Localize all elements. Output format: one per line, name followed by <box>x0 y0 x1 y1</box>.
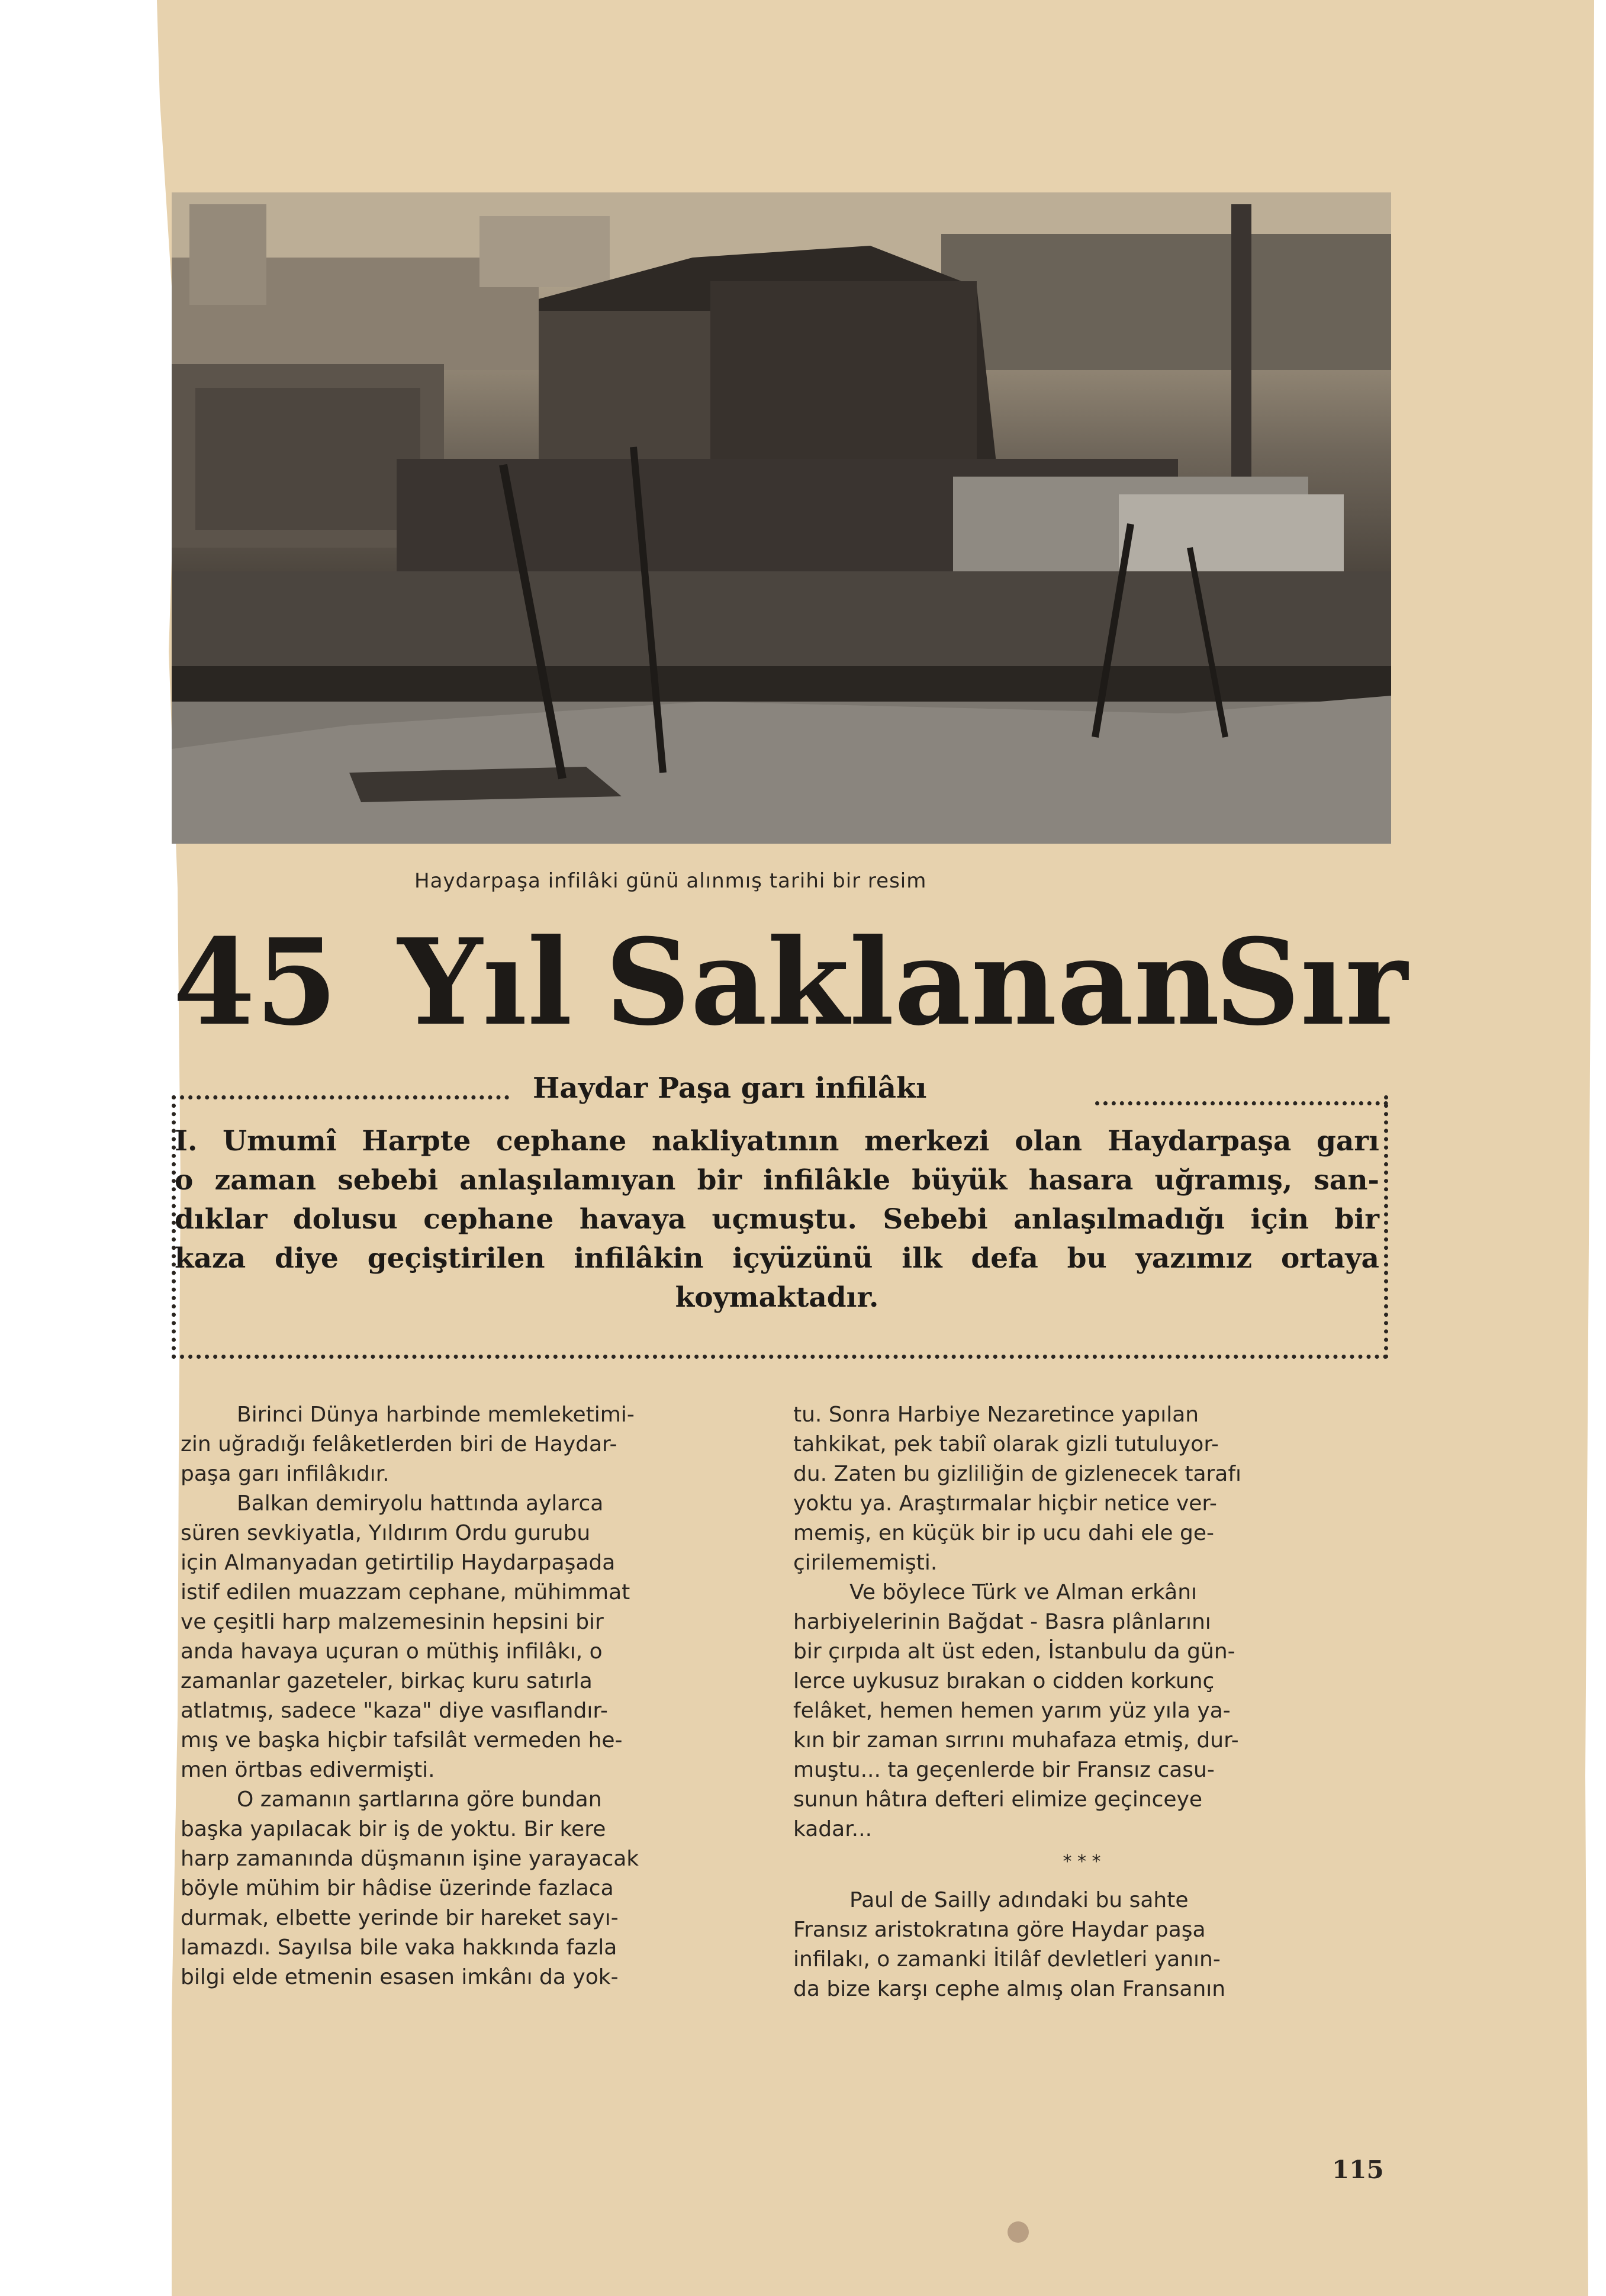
text-line: felâket, hemen hemen yarım yüz yıla ya- <box>793 1699 1231 1723</box>
headline <box>173 912 1408 1054</box>
text-line: anda havaya uçuran o müthiş infilâkı, o <box>181 1639 603 1664</box>
text-line: da bize karşı cephe almış olan Fransanın <box>793 1977 1226 2001</box>
text-line: memiş, en küçük bir ip ucu dahi ele ge- <box>793 1521 1214 1545</box>
text-line: muştu... ta geçenlerde bir Fransız casu- <box>793 1758 1215 1782</box>
summary-last-line: koymaktadır. <box>675 1281 879 1314</box>
text-line: süren sevkiyatla, Yıldırım Ordu gurubu <box>181 1521 591 1545</box>
paper-hole <box>1008 2221 1029 2243</box>
text-line: Birinci Dünya harbinde memleketimi- <box>237 1403 635 1427</box>
photo-caption: Haydarpaşa infilâki günü alınmış tarihi bir resim <box>414 869 927 893</box>
text-line: kadar... <box>793 1817 873 1841</box>
text-line: böyle mühim bir hâdise üzerinde fazlaca <box>181 1876 614 1901</box>
historical-photo <box>172 192 1391 844</box>
summary-line: dıklar dolusu cephane havaya uçmuştu. Sebebi anlaşılmadığı için bir <box>175 1203 1379 1236</box>
text-line: tahkikat, pek tabiî olarak gizli tutuluyor- <box>793 1432 1219 1456</box>
summary-box-text <box>175 1122 1379 1317</box>
text-line: yoktu ya. Araştırmalar hiçbir netice ver- <box>793 1491 1217 1516</box>
headline-word-2: Saklanan <box>605 913 1220 1052</box>
text-line: du. Zaten bu gizliliğin de gizlenecek tarafı <box>793 1462 1242 1486</box>
article-column-right <box>793 1400 1370 2004</box>
text-line: O zamanın şartlarına göre bundan <box>237 1787 602 1812</box>
text-line: paşa garı infilâkıdır. <box>181 1462 390 1486</box>
text-line: tu. Sonra Harbiye Nezaretince yapılan <box>793 1403 1199 1427</box>
text-line: harp zamanında düşmanın işine yarayacak <box>181 1847 639 1871</box>
text-line: Paul de Sailly adındaki bu sahte <box>849 1888 1189 1912</box>
text-line: men örtbas edivermişti. <box>181 1758 435 1782</box>
headline-word-3: Sır <box>1215 913 1408 1052</box>
text-line: ve çeşitli harp malzemesinin hepsini bir <box>181 1610 604 1634</box>
headline-number: 45 <box>173 913 338 1052</box>
summary-line: I. Umumî Harpte cephane nakliyatının merkezi olan Haydarpaşa garı <box>175 1125 1379 1157</box>
text-line: çirilememişti. <box>793 1551 938 1575</box>
page-number: 115 <box>1332 2155 1384 2184</box>
text-line: bilgi elde etmenin esasen imkânı da yok- <box>181 1965 619 1989</box>
text-line: zin uğradığı felâketlerden biri de Haydar- <box>181 1432 617 1456</box>
summary-line: kaza diye geçiştirilen infilâkin içyüzünü ilk defa bu yazımız ortaya <box>175 1242 1379 1275</box>
text-line: istif edilen muazzam cephane, mühimmat <box>181 1580 630 1604</box>
text-line: sunun hâtıra defteri elimize geçinceye <box>793 1787 1203 1812</box>
text-line: başka yapılacak bir iş de yoktu. Bir kere <box>181 1817 606 1841</box>
text-line: Fransız aristokratına göre Haydar paşa <box>793 1918 1206 1942</box>
torn-left-edge <box>0 0 195 2296</box>
text-line: zamanlar gazeteler, birkaç kuru satırla <box>181 1669 593 1693</box>
section-separator: * * * <box>1063 1851 1101 1872</box>
photo-illustration <box>172 192 1391 844</box>
text-line: için Almanyadan getirtilip Haydarpaşada <box>181 1551 616 1575</box>
text-line: kın bir zaman sırrını muhafaza etmiş, dur- <box>793 1728 1239 1752</box>
text-line: bir çırpıda alt üst eden, İstanbulu da gün- <box>793 1639 1235 1664</box>
text-line: Ve böylece Türk ve Alman erkânı <box>849 1580 1198 1604</box>
article-column-left <box>181 1400 752 1992</box>
text-line: mış ve başka hiçbir tafsilât vermeden he- <box>181 1728 623 1752</box>
text-line: atlatmış, sadece "kaza" diye vasıflandır- <box>181 1699 608 1723</box>
text-line: lamazdı. Sayılsa bile vaka hakkında fazla <box>181 1935 617 1960</box>
text-line: harbiyelerinin Bağdat - Basra plânlarını <box>793 1610 1211 1634</box>
summary-line: o zaman sebebi anlaşılamıyan bir infilâkle büyük hasara uğramış, san- <box>175 1164 1379 1197</box>
text-line: infilakı, o zamanki İtilâf devletleri yanın- <box>793 1947 1221 1972</box>
text-line: durmak, elbette yerinde bir hareket sayı- <box>181 1906 619 1930</box>
text-line: Balkan demiryolu hattında aylarca <box>237 1491 604 1516</box>
summary-box-title: Haydar Paşa garı infilâkı <box>533 1072 927 1105</box>
text-line: lerce uykusuz bırakan o cidden korkunç <box>793 1669 1215 1693</box>
headline-word-1: Yıl <box>398 913 572 1052</box>
